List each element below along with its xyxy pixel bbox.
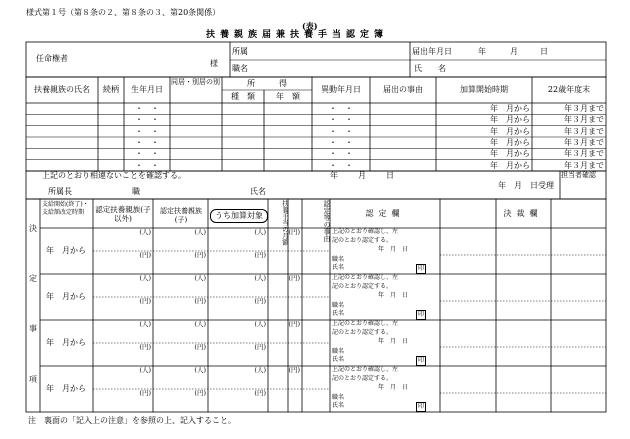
unit-person: (人) [194, 366, 206, 374]
header-child: 認定扶養親族(子) [160, 207, 202, 224]
calc-start-cell: 年 月から [490, 149, 530, 159]
calc-start-cell: 年 月から [490, 104, 530, 113]
seal-stamp: 印 [418, 265, 425, 272]
unit-yen: (円) [194, 251, 206, 259]
confirm-month: 月 [358, 171, 366, 180]
report-year: 年 [478, 47, 486, 56]
header-cohabit: 同居・別居の別 [171, 78, 220, 86]
unit-yen-allowance: (円) [288, 274, 300, 282]
unit-yen: (円) [194, 343, 206, 351]
header-addition: うち加算対象 [210, 209, 268, 223]
approve-date: 年 月 日 [378, 384, 409, 391]
dept-head-name: 氏名 [250, 187, 266, 196]
seal-stamp: 印 [418, 357, 425, 364]
dept-head: 所属長 [48, 187, 72, 196]
header-relation: 続柄 [103, 85, 119, 94]
unit-yen: (円) [254, 343, 266, 351]
receipt-date: 年 月 日受理 [498, 181, 554, 190]
approve-text-1: 上記のとおり確認し、左 [332, 274, 399, 281]
fiscal-end-cell: 年３月まで [564, 149, 604, 159]
unit-yen-allowance: (円) [288, 228, 300, 236]
approve-job: 職名 [332, 302, 345, 309]
seal-stamp: 印 [418, 403, 425, 410]
header-fiscal-end: 22歳年度末 [547, 85, 591, 94]
unit-person: (人) [139, 320, 151, 328]
unit-yen: (円) [254, 251, 266, 259]
unit-yen: (円) [139, 297, 151, 305]
header-calc-start: 加算開始時期 [460, 85, 508, 94]
unit-person: (人) [194, 274, 206, 282]
job-label: 職名 [232, 64, 248, 73]
fiscal-end-cell: 年３月まで [564, 104, 604, 113]
approve-date: 年 月 日 [378, 246, 409, 253]
unit-person: (人) [139, 228, 151, 236]
start-period-cell: 年 月から [46, 384, 86, 393]
report-month: 月 [510, 47, 518, 56]
approve-name: 氏名 [332, 264, 345, 271]
header-allowance: 扶養手当の月額 [281, 200, 289, 246]
approve-name: 氏名 [332, 356, 345, 363]
unit-person: (人) [194, 320, 206, 328]
side-char-1: 決 [29, 224, 37, 233]
fiscal-end-cell: 年３月まで [564, 126, 604, 136]
officer-check: 担当者確認 [561, 171, 596, 179]
approve-job: 職名 [332, 256, 345, 263]
header-income-amount: 年 額 [276, 92, 300, 101]
header-reason: 届出の事由 [383, 85, 423, 94]
unit-person: (人) [139, 274, 151, 282]
approve-text-1: 上記のとおり確認し、左 [332, 228, 399, 235]
change-date-cell: ・ ・ [329, 115, 353, 125]
approve-date: 年 月 日 [378, 338, 409, 345]
approve-job: 職名 [332, 394, 345, 401]
confirm-text: 上記のとおり相違ないことを確認する。 [42, 171, 186, 180]
seat-char: 様 [210, 59, 218, 68]
unit-person: (人) [254, 366, 266, 374]
side-char-2: 定 [29, 274, 37, 283]
unit-yen: (円) [194, 389, 206, 397]
header-decision-col: 決裁欄 [503, 209, 543, 218]
birth-date-cell: ・ ・ [135, 160, 159, 170]
change-date-cell: ・ ・ [329, 149, 353, 159]
change-date-cell: ・ ・ [329, 160, 353, 170]
fiscal-end-cell: 年３月まで [564, 115, 604, 125]
header-non-child: 認定扶養親族(子以外) [95, 205, 151, 223]
unit-yen: (円) [194, 297, 206, 305]
birth-date-cell: ・ ・ [135, 104, 159, 113]
dept-head-job: 職 [132, 187, 140, 196]
header-approve-reason: 認定等の事由 [323, 200, 331, 242]
unit-yen: (円) [254, 297, 266, 305]
calc-start-cell: 年 月から [490, 138, 530, 147]
calc-start-cell: 年 月から [490, 160, 530, 170]
birth-date-cell: ・ ・ [135, 138, 159, 147]
start-period-cell: 年 月から [46, 292, 86, 301]
unit-yen: (円) [139, 389, 151, 397]
birth-date-cell: ・ ・ [135, 149, 159, 159]
header-dependent-name: 扶養親族の氏名 [34, 85, 90, 94]
unit-yen: (円) [254, 389, 266, 397]
report-date-label: 届出年月日 [412, 47, 452, 56]
unit-yen: (円) [139, 251, 151, 259]
birth-date-cell: ・ ・ [135, 126, 159, 136]
confirm-year: 年 [330, 171, 338, 180]
form-number: 様式第１号（第８条の２、第８条の３、第20条関係） [26, 8, 221, 17]
footer-note: 注 裏面の「記入上の注意」を参照の上、記入すること。 [28, 416, 236, 425]
calc-start-cell: 年 月から [490, 126, 530, 136]
approve-text-1: 上記のとおり確認し、左 [332, 320, 399, 327]
unit-person: (人) [254, 228, 266, 236]
header-approve-col: 認定欄 [365, 209, 405, 218]
approve-name: 氏名 [332, 310, 345, 317]
birth-date-cell: ・ ・ [135, 115, 159, 125]
confirm-day: 日 [386, 171, 394, 180]
approve-date: 年 月 日 [378, 292, 409, 299]
unit-yen-allowance: (円) [288, 366, 300, 374]
side-char-4: 項 [29, 375, 37, 384]
approve-text-2: 記のとおり認定する。 [332, 375, 393, 382]
unit-person: (人) [254, 274, 266, 282]
report-day: 日 [540, 47, 548, 56]
appointer-label: 任命権者 [36, 54, 68, 63]
form-title: 扶養親族届兼扶養手当認定簿 [206, 30, 389, 40]
side-char-3: 事 [29, 324, 37, 333]
unit-person: (人) [194, 228, 206, 236]
start-period-cell: 年 月から [46, 338, 86, 347]
unit-person: (人) [254, 320, 266, 328]
header-income-type: 種 類 [231, 92, 255, 101]
header-birthdate: 生年月日 [131, 85, 163, 94]
approve-job: 職名 [332, 348, 345, 355]
approve-text-2: 記のとおり認定する。 [332, 329, 393, 336]
approve-name: 氏名 [332, 402, 345, 409]
change-date-cell: ・ ・ [329, 104, 353, 113]
change-date-cell: ・ ・ [329, 126, 353, 136]
unit-yen-allowance: (円) [288, 320, 300, 328]
affiliation-label: 所属 [232, 47, 248, 56]
approve-text-1: 上記のとおり確認し、左 [332, 366, 399, 373]
seal-stamp: 印 [418, 311, 425, 318]
calc-start-cell: 年 月から [490, 115, 530, 125]
header-income: 所 得 [247, 79, 287, 88]
approve-text-2: 記のとおり認定する。 [332, 237, 393, 244]
unit-person: (人) [139, 366, 151, 374]
approve-text-2: 記のとおり認定する。 [332, 283, 393, 290]
change-date-cell: ・ ・ [329, 138, 353, 147]
side-label: (表) [302, 21, 318, 31]
unit-yen: (円) [139, 343, 151, 351]
fiscal-end-cell: 年３月まで [564, 160, 604, 170]
header-change-date: 異動年月日 [321, 85, 361, 94]
name-label: 氏 名 [414, 64, 446, 73]
fiscal-end-cell: 年３月まで [564, 138, 604, 147]
header-start-period: 支給開始(終了)・支給額改定時期 [42, 201, 89, 216]
start-period-cell: 年 月から [46, 246, 86, 255]
